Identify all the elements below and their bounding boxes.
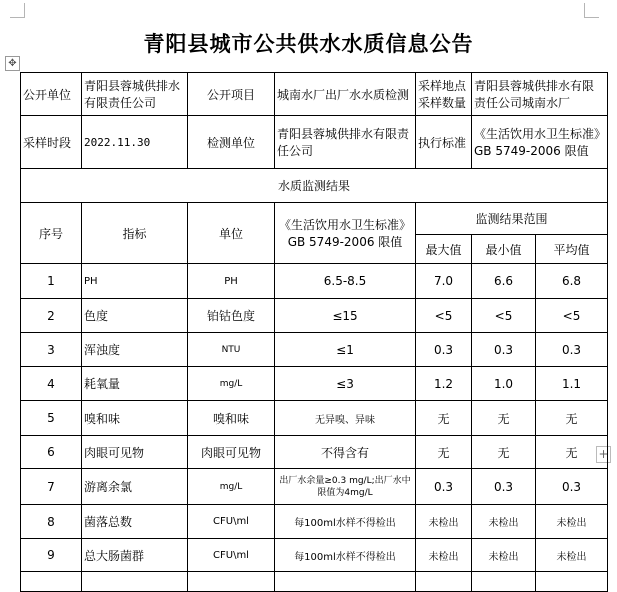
sample-label: 采样地点采样数量 — [416, 73, 472, 116]
row-unit: CFU\ml — [188, 505, 275, 539]
row-indicator: 浑浊度 — [82, 333, 188, 367]
table-row — [21, 539, 608, 572]
table-move-handle-icon[interactable]: ✥ — [5, 56, 20, 71]
insert-row-plus-icon[interactable]: + — [596, 446, 611, 463]
row-limit: 每100ml水样不得检出 — [275, 539, 416, 572]
table-row-partial — [21, 572, 608, 592]
row-avg: 未检出 — [536, 505, 608, 539]
header-row-1 — [21, 203, 608, 235]
header-limit: 《生活饮用水卫生标准》GB 5749-2006 限值 — [275, 203, 416, 264]
empty-cell — [472, 572, 536, 592]
row-no: 2 — [21, 299, 82, 333]
header-unit: 单位 — [188, 203, 275, 264]
header-max: 最大值 — [416, 235, 472, 264]
row-avg: 6.8 — [536, 264, 608, 299]
time-label: 采样时段 — [21, 116, 82, 169]
header-avg: 平均值 — [536, 235, 608, 264]
page-corner-mark-left — [10, 3, 25, 18]
row-limit: ≤3 — [275, 367, 416, 401]
row-indicator: 肉眼可见物 — [82, 436, 188, 469]
standard-label: 执行标准 — [416, 116, 472, 169]
header-range: 监测结果范围 — [416, 203, 608, 235]
info-row-2 — [21, 116, 608, 169]
row-no: 8 — [21, 505, 82, 539]
row-limit: 出厂水余量≥0.3 mg/L;出厂水中限值为4mg/L — [275, 469, 416, 505]
empty-cell — [82, 572, 188, 592]
row-no: 4 — [21, 367, 82, 401]
row-avg: 无 — [536, 401, 608, 436]
row-unit: mg/L — [188, 469, 275, 505]
row-max: 未检出 — [416, 505, 472, 539]
row-indicator: 色度 — [82, 299, 188, 333]
row-max: 0.3 — [416, 333, 472, 367]
row-unit: 铂钴色度 — [188, 299, 275, 333]
info-row-1 — [21, 73, 608, 116]
row-avg: 0.3 — [536, 469, 608, 505]
row-limit: ≤15 — [275, 299, 416, 333]
row-indicator: 总大肠菌群 — [82, 539, 188, 572]
row-max: 无 — [416, 401, 472, 436]
row-max: 未检出 — [416, 539, 472, 572]
water-quality-table — [20, 72, 608, 592]
table-row — [21, 436, 608, 469]
row-min: 0.3 — [472, 469, 536, 505]
row-limit: 无异嗅、异味 — [275, 401, 416, 436]
row-max: <5 — [416, 299, 472, 333]
row-limit: 每100ml水样不得检出 — [275, 505, 416, 539]
empty-cell — [188, 572, 275, 592]
row-no: 5 — [21, 401, 82, 436]
row-unit: NTU — [188, 333, 275, 367]
row-limit: 6.5-8.5 — [275, 264, 416, 299]
page-corner-mark-right — [584, 3, 599, 18]
publish-unit-value: 青阳县蓉城供排水有限责任公司 — [82, 73, 188, 116]
row-min: 未检出 — [472, 539, 536, 572]
table-row — [21, 299, 608, 333]
row-no: 6 — [21, 436, 82, 469]
row-max: 0.3 — [416, 469, 472, 505]
row-min: 无 — [472, 436, 536, 469]
header-indicator: 指标 — [82, 203, 188, 264]
empty-cell — [275, 572, 416, 592]
row-unit: 嗅和味 — [188, 401, 275, 436]
section-title-row — [21, 169, 608, 203]
row-no: 7 — [21, 469, 82, 505]
row-max: 7.0 — [416, 264, 472, 299]
row-avg: 未检出 — [536, 539, 608, 572]
empty-cell — [21, 572, 82, 592]
row-no: 3 — [21, 333, 82, 367]
document-title: 青阳县城市公共供水水质信息公告 — [143, 31, 474, 56]
row-avg: 0.3 — [536, 333, 608, 367]
header-min: 最小值 — [472, 235, 536, 264]
row-limit: 不得含有 — [275, 436, 416, 469]
row-no: 1 — [21, 264, 82, 299]
table-row — [21, 333, 608, 367]
row-min: 6.6 — [472, 264, 536, 299]
row-min: 未检出 — [472, 505, 536, 539]
table-row — [21, 505, 608, 539]
row-indicator: 耗氧量 — [82, 367, 188, 401]
row-max: 无 — [416, 436, 472, 469]
row-min: <5 — [472, 299, 536, 333]
row-indicator: 菌落总数 — [82, 505, 188, 539]
row-avg: 无 — [536, 436, 608, 469]
row-limit: ≤1 — [275, 333, 416, 367]
row-indicator: PH — [82, 264, 188, 299]
row-max: 1.2 — [416, 367, 472, 401]
row-avg: 1.1 — [536, 367, 608, 401]
row-unit: CFU\ml — [188, 539, 275, 572]
row-indicator: 嗅和味 — [82, 401, 188, 436]
row-avg: <5 — [536, 299, 608, 333]
row-unit: 肉眼可见物 — [188, 436, 275, 469]
row-min: 1.0 — [472, 367, 536, 401]
standard-value: 《生活饮用水卫生标准》GB 5749-2006 限值 — [472, 116, 608, 169]
time-value: 2022.11.30 — [82, 116, 188, 169]
table-row — [21, 469, 608, 505]
header-no: 序号 — [21, 203, 82, 264]
publish-item-label: 公开项目 — [188, 73, 275, 116]
row-indicator: 游离余氯 — [82, 469, 188, 505]
test-unit-label: 检测单位 — [188, 116, 275, 169]
row-no: 9 — [21, 539, 82, 572]
row-min: 无 — [472, 401, 536, 436]
row-unit: mg/L — [188, 367, 275, 401]
sample-value: 青阳县蓉城供排水有限责任公司城南水厂 — [472, 73, 608, 116]
table-row — [21, 264, 608, 299]
publish-unit-label: 公开单位 — [21, 73, 82, 116]
table-row — [21, 367, 608, 401]
empty-cell — [416, 572, 472, 592]
test-unit-value: 青阳县蓉城供排水有限责任公司 — [275, 116, 416, 169]
publish-item-value: 城南水厂出厂水水质检测 — [275, 73, 416, 116]
section-title: 水质监测结果 — [21, 169, 608, 203]
table-row — [21, 401, 608, 436]
row-min: 0.3 — [472, 333, 536, 367]
empty-cell — [536, 572, 608, 592]
row-unit: PH — [188, 264, 275, 299]
